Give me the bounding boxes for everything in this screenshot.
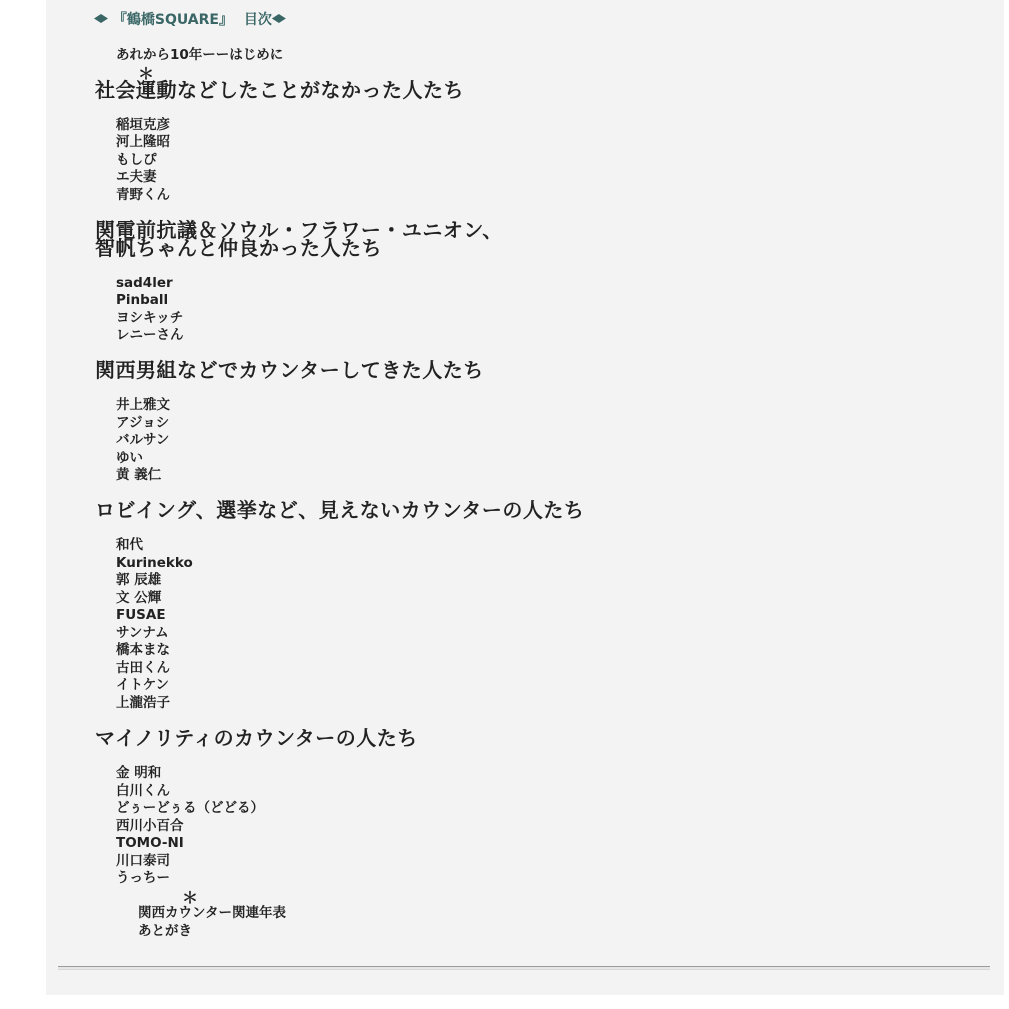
- toc-item[interactable]: 上瀧浩子: [116, 695, 170, 711]
- toc-item[interactable]: 青野くん: [116, 187, 170, 203]
- section-title-2-line-2: 智帆ちゃんと仲良かった人たち: [95, 236, 382, 260]
- toc-item[interactable]: サンナム: [116, 625, 169, 641]
- toc-item[interactable]: sad4ler: [116, 275, 173, 291]
- section-title-2: 関電前抗議＆ソウル・フラワー・ユニオン、: [95, 218, 503, 242]
- section-title-4: ロビイング、選挙など、見えないカウンターの人たち: [95, 498, 585, 522]
- horizontal-rule: [58, 966, 990, 970]
- toc-item[interactable]: アジョシ: [116, 415, 170, 431]
- toc-item[interactable]: うっちー: [116, 870, 170, 886]
- section-title-3: 関西男組などでカウンターしてきた人たち: [95, 358, 484, 382]
- toc-item[interactable]: エ夫妻: [116, 169, 157, 185]
- toc-item[interactable]: 稲垣克彦: [116, 117, 170, 133]
- toc-item[interactable]: Kurinekko: [116, 555, 193, 571]
- separator-star-2: ＊: [182, 888, 199, 907]
- diamond-right-icon: [272, 14, 286, 23]
- toc-item[interactable]: 郭 辰雄: [116, 572, 162, 588]
- separator-star: ＊: [138, 64, 155, 83]
- book-title: 『鶴橋SQUARE』: [112, 12, 233, 28]
- toc-header: [94, 11, 286, 29]
- toc-item[interactable]: 古田くん: [116, 660, 170, 676]
- toc-item[interactable]: 白川くん: [116, 783, 170, 799]
- intro-link[interactable]: あれから10年ーーはじめに: [116, 47, 284, 63]
- toc-item[interactable]: 文 公輝: [116, 590, 162, 606]
- toc-item[interactable]: もしぴ: [116, 152, 157, 168]
- toc-item[interactable]: 橋本まな: [116, 642, 170, 658]
- toc-item[interactable]: 川口泰司: [116, 853, 170, 869]
- section-title-1: 社会運動などしたことがなかった人たち: [95, 78, 464, 102]
- toc-item[interactable]: 和代: [116, 537, 143, 553]
- appendix-item[interactable]: 関西カウンター関連年表: [138, 905, 286, 921]
- toc-item[interactable]: 金 明和: [116, 765, 162, 781]
- toc-item[interactable]: 井上雅文: [116, 397, 170, 413]
- toc-item[interactable]: Pinball: [116, 292, 169, 308]
- appendix-item[interactable]: あとがき: [138, 923, 192, 939]
- toc-item[interactable]: FUSAE: [116, 607, 166, 623]
- toc-item[interactable]: バルサン: [116, 432, 170, 448]
- toc-item[interactable]: TOMO-NI: [116, 835, 184, 851]
- toc-item[interactable]: レニーさん: [116, 327, 184, 343]
- section-title-5: マイノリティのカウンターの人たち: [95, 726, 418, 750]
- toc-item[interactable]: イトケン: [116, 677, 170, 693]
- toc-item[interactable]: 河上隆昭: [116, 134, 170, 150]
- toc-item[interactable]: 西川小百合: [116, 818, 184, 834]
- toc-label: 目次: [243, 12, 272, 28]
- diamond-left-icon: [94, 14, 108, 23]
- toc-item[interactable]: ゆい: [116, 450, 143, 466]
- toc-item[interactable]: 黄 義仁: [116, 467, 162, 483]
- toc-item[interactable]: どぅーどぅる（どどる）: [116, 800, 264, 816]
- toc-item[interactable]: ヨシキッチ: [116, 310, 184, 326]
